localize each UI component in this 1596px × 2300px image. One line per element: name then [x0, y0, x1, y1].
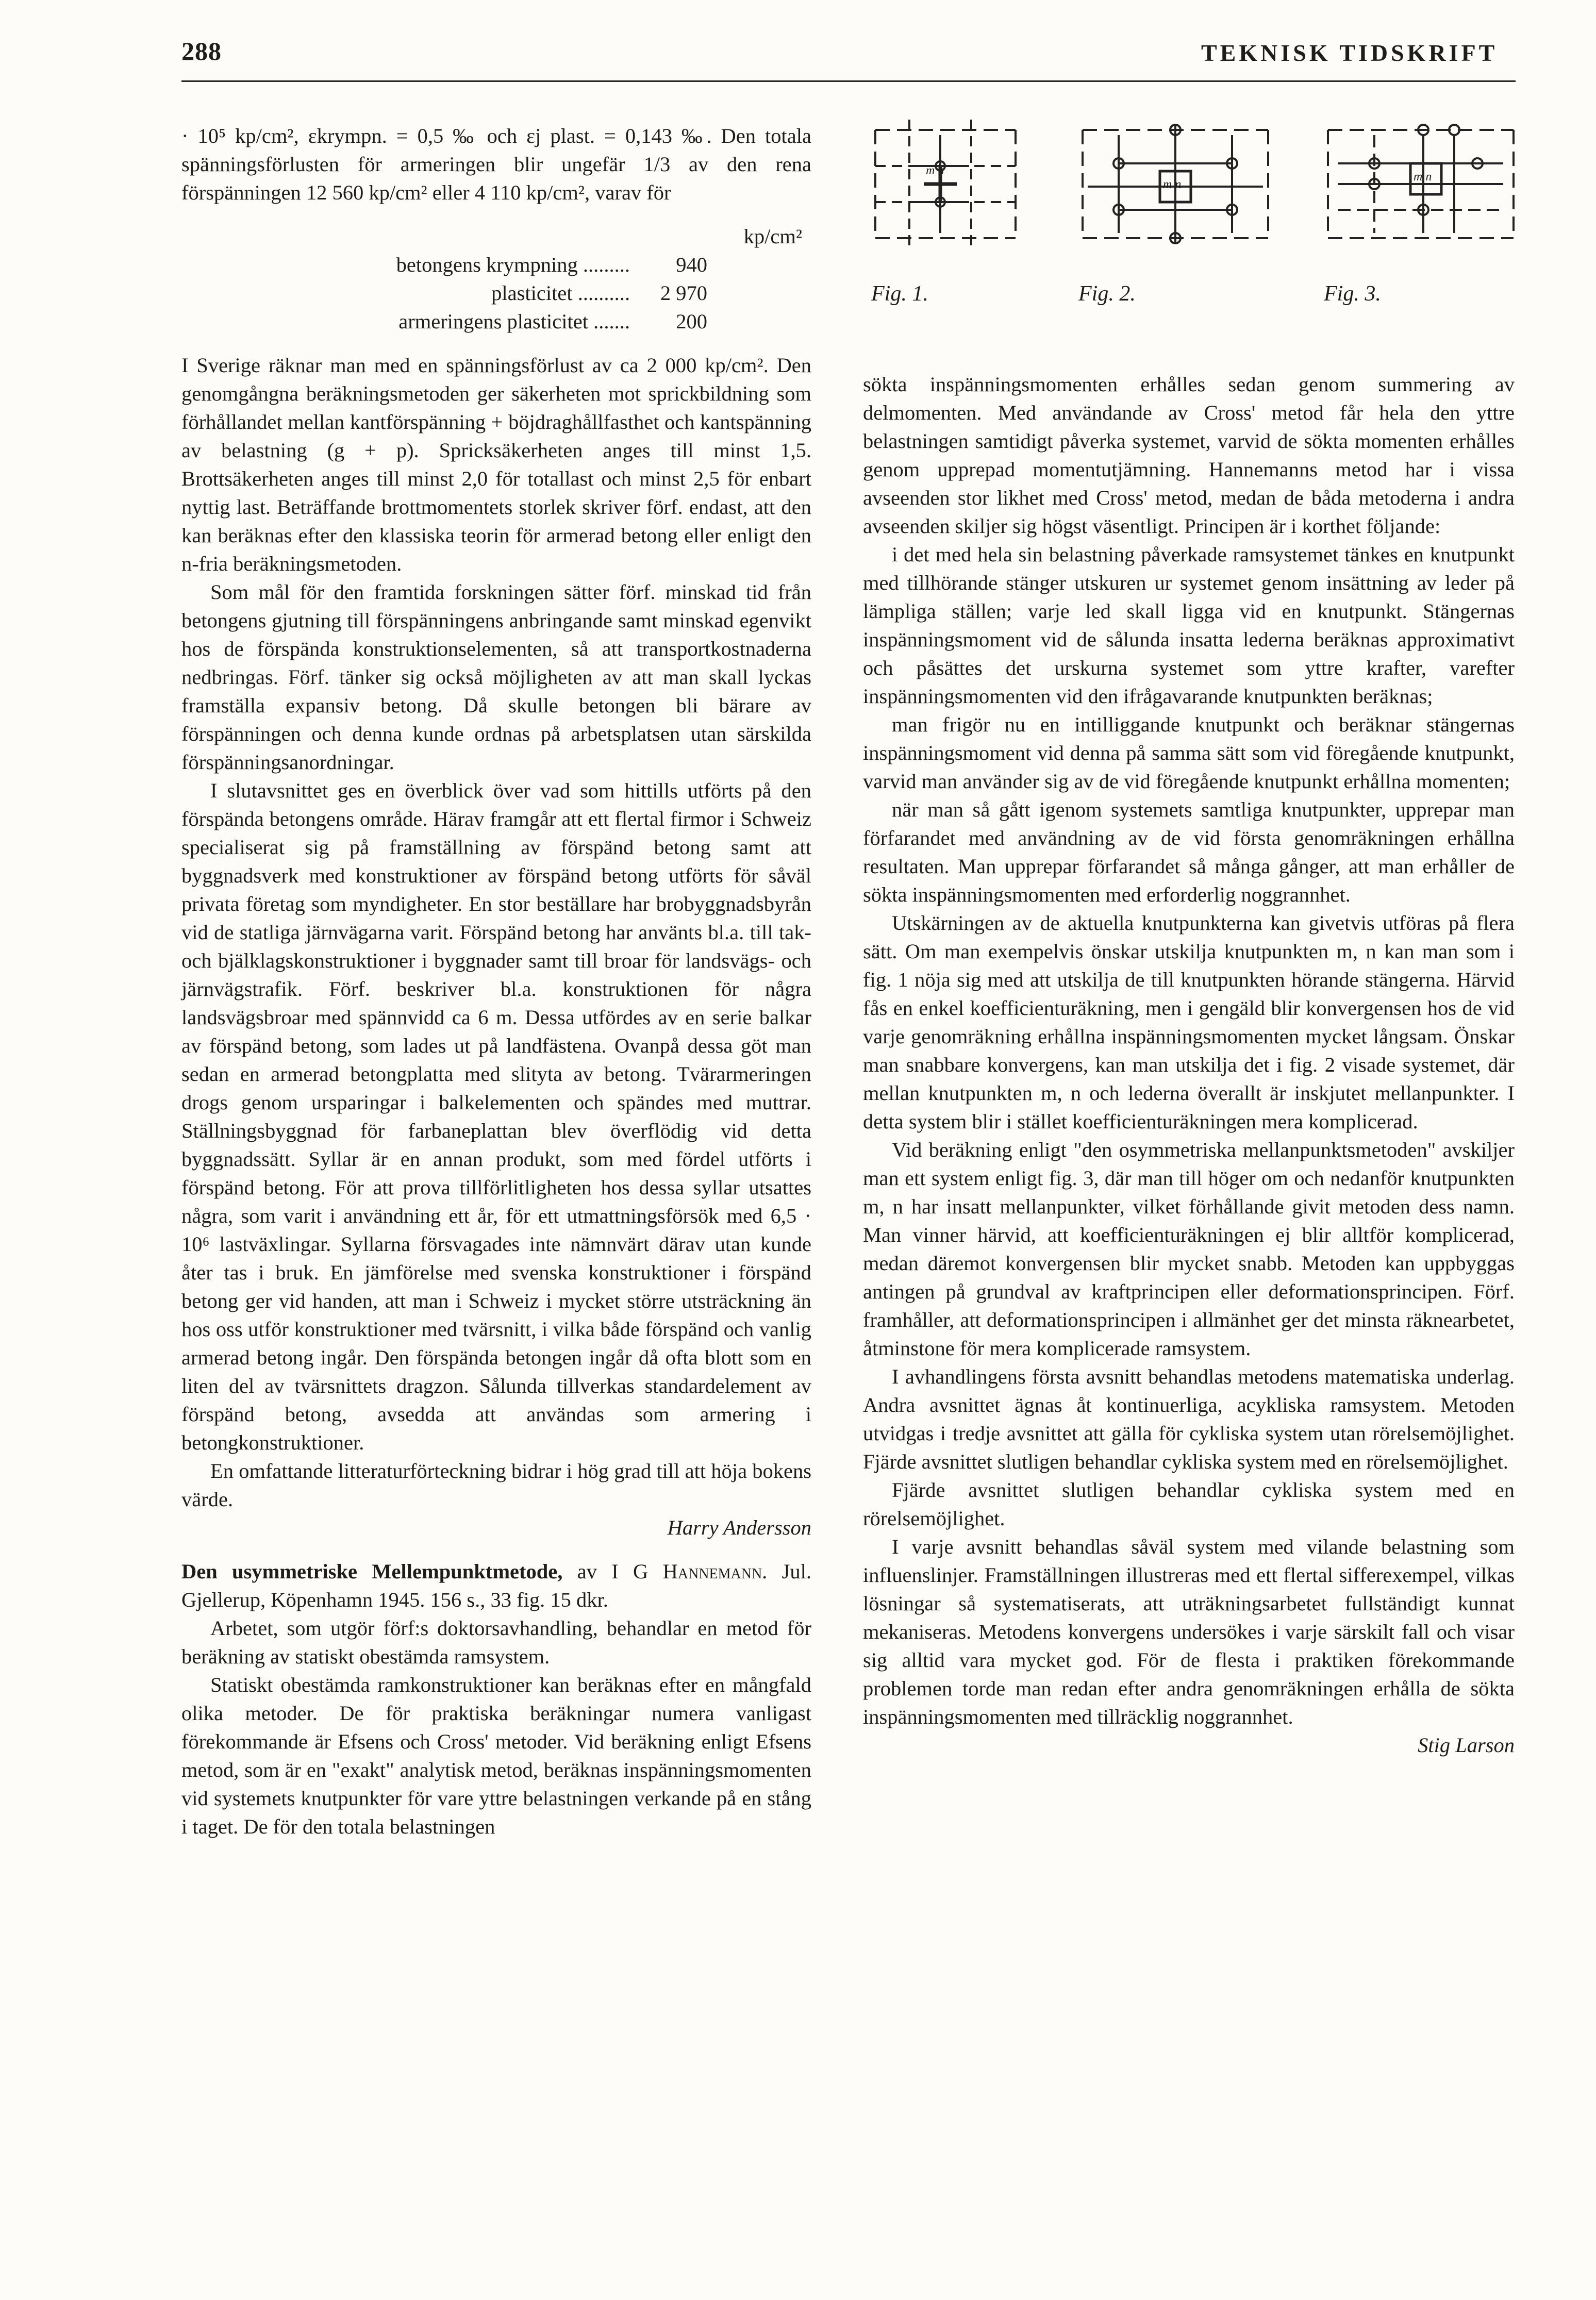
review2-paragraph: man frigör nu en intilliggande knutpunkt och beräknar stängernas inspänningsmoment vid denna på samma sätt som vid föregående knutpunkt, varvid man använder sig av de vid föregående knutpunkt erhållna momenten;	[863, 713, 1515, 793]
review2-biblio: Jul. Gjellerup, Köpenhamn 1945. 156 s., 33 fig. 15 dkr.	[181, 1560, 812, 1611]
review2-paragraph: Fjärde avsnittet slutligen behandlar cykliska system med en rörelsemöjlighet.	[863, 1478, 1515, 1530]
review1-signature: Harry Andersson	[667, 1516, 811, 1539]
journal-title: TEKNISK TIDSKRIFT	[1201, 40, 1498, 66]
review2-paragraph: Utskärningen av de aktuella knutpunkterna kan givetvis utföras på flera sätt. Om man exempelvis önskar utskilja knutpunkten m, n kan man som i fig. 1 nöja sig med att utskilja de till knutpunkten hörande stängerna. Härvid fås en enkel koefficienturäkning, men i gengäld blir konvergensen hos de vid varje genomräkning erhållna inspänningsmomenten mycket långsam. Önskar man snabbare konvergens, kan man utskilja det i fig. 2 visade systemet, där mellan knutpunkten m, n och lederna överallt är inskjutet mellanpunkter. I detta system blir i stället koefficienturäkningen mera komplicerad.	[863, 911, 1515, 1133]
figure-3-caption: Fig. 3.	[1324, 282, 1381, 306]
table-row-value: 2 970	[660, 281, 707, 305]
review2-heading	[181, 1557, 811, 1614]
table-row-label: armeringens plasticitet .......	[398, 310, 630, 333]
review2-paragraph: när man så gått igenom systemets samtliga knutpunkter, upprepar man förfarandet med användning av de vid första genomräkningen erhållna resultaten. Man upprepar förfarandet så många gånger, att man erhåller de sökta inspänningsmomenten med erforderlig noggrannhet.	[863, 798, 1515, 906]
review2-title: Den usymmetriske Mellempunktmetode,	[181, 1560, 563, 1583]
table-row	[181, 251, 811, 279]
figure-2-caption: Fig. 2.	[1078, 282, 1136, 306]
review2-paragraph: Vid beräkning enligt "den osymmetriska mellanpunktsmetoden" avskiljer man ett system enligt fig. 3, där man till höger om och nedanför knutpunkten m, n har insatt mellanpunkter, vilket förhållande givit metoden dess namn. Man vinner härvid, att koefficienturäkningen ej blir alltför komplicerad, medan däremot konvergensen blir mycket snabb. Metoden kan uppbyggas antingen på grundval av kraftprincipen eller deformationsprincipen. Förf. framhåller, att deformationsprincipen i allmänhet ger det minsta räknearbetet, åtminstone för mera komplicerade ramsystem.	[863, 1138, 1515, 1360]
review2-paragraph: i det med hela sin belastning påverkade ramsystemet tänkes en knutpunkt med tillhörande stänger utskuren ur systemet genom insättning av leder på lämpliga ställen; varje led skall ligga vid en knutpunkt. Stängernas inspänningsmoment vid de sålunda insatta lederna beräknas approximativt och påsättes det urskurna systemet som yttre krafter, varefter inspänningsmomenten vid den ifrågavarande knutpunkten beräknas;	[863, 543, 1515, 708]
left-column	[181, 122, 811, 1841]
review1-paragraph: I Sverige räknar man med en spänningsförlust av ca 2 000 kp/cm². Den genomgångna beräkningsmetoden ger säkerheten mot sprickbildning som förhållandet mellan kantförspänning + böjdraghållfasthet och kantspänning av belastning (g + p). Spricksäkerheten anges till minst 1,5. Brottsäkerheten anges till minst 2,0 för totallast och minst 2,5 för enbart nyttig last. Beträffande brottmomentets storlek skriver förf. endast, att den kan beräknas efter den klassiska teorin för armerad betong eller enligt den n-fria beräkningsmetoden.	[181, 354, 811, 575]
review2-paragraph: sökta inspänningsmomenten erhålles sedan genom summering av delmomenten. Med användande av Cross' metod får hela den yttre belastningen samtidigt påverka systemet, varvid de sökta momenten erhålles genom upprepad momentutjämning. Hannemanns metod har i vissa avseenden stor likhet med Cross' metod, medan de båda metoderna i andra avseenden skiljer sig högst väsentligt. Principen är i korthet följande:	[863, 373, 1515, 538]
review2-byline: av I G	[577, 1560, 649, 1583]
shrinkage-table	[181, 222, 811, 336]
table-row-label: betongens krympning .........	[396, 253, 630, 276]
review2-paragraph: I avhandlingens första avsnitt behandlas metodens matematiska underlag. Andra avsnittet ägnas åt kontinuerliga, acykliska ramsystem. Metoden utvidgas i tredje avsnittet att gälla för cykliska system utan rörelsemöjlighet. Fjärde avsnittet slutligen behandlar cykliska system med en rörelsemöjlighet.	[863, 1365, 1515, 1473]
figure-3-diagram	[1323, 114, 1519, 254]
table-row-label: plasticitet ..........	[491, 281, 630, 305]
figure-1-diagram	[868, 114, 1023, 254]
review2-paragraph: I varje avsnitt behandlas såväl system med vilande belastning som influenslinjer. Framställningen illustreras med ett flertal sifferexempel, vilkas lösningar så systematiserats, att uträkningsarbetet fullständigt kunnat mekaniseras. Metodens konvergens undersökes i varje särskilt fall och visar sig alltid vara mycket god. För de flesta i praktiken förekommande problemen torde man redan efter andra genomräkningen erhålla de sökta inspänningsmomenten med tillräcklig noggrannhet.	[863, 1535, 1515, 1728]
review2-paragraph: Statiskt obestämda ramkonstruktioner kan beräknas efter en mångfald olika metoder. De för praktiska beräkningar numera vanligast förekommande är Efsens och Cross' metoder. Vid beräkning enligt Efsens metod, som är en "exakt" analytisk metod, beräknas inspänningsmomenten vid systemets knutpunkter för vare yttre belastningen verkande på en stång i taget. De för den totala belastningen	[181, 1673, 811, 1838]
figure-2-node-label: m n	[1163, 178, 1182, 191]
table-row	[181, 307, 811, 336]
table-row	[181, 279, 811, 307]
review1-paragraph-open: · 10⁵ kp/cm², εkrympn. = 0,5 ‰ och εj plast. = 0,143 ‰. Den totala spänningsförlusten för armeringen blir ungefär 1/3 av den rena förspänningen 12 560 kp/cm² eller 4 110 kp/cm², varav för	[181, 124, 811, 204]
review2-signature: Stig Larson	[1418, 1734, 1515, 1757]
figure-1-node-label: m n	[926, 164, 944, 177]
figure-1-caption: Fig. 1.	[871, 282, 928, 306]
header-rule	[181, 80, 1516, 82]
table-row-value: 940	[676, 253, 707, 276]
table-row-value: 200	[676, 310, 707, 333]
review2-author: Hannemann.	[662, 1560, 768, 1583]
table-unit: kp/cm²	[743, 225, 802, 248]
review1-paragraph: Som mål för den framtida forskningen sätter förf. minskad tid från betongens gjutning till förspänningens anbringande samt minskad egenvikt hos de förspända konstruktionselementen, så att transportkostnaderna nedbringas. Förf. tänker sig också möjligheten av att man skall lyckas framställa expansiv betong. Då skulle betongen bli bärare av förspänningen och denna kunde ordnas på arbetsplatsen utan särskilda förspänningsanordningar.	[181, 580, 811, 774]
review1-paragraph: I slutavsnittet ges en överblick över vad som hittills utförts på den förspända betongens område. Härav framgår att ett flertal firmor i Schweiz specialiserat sig på framställning av förspänd betong samt att byggnadsverk med konstruktioner av förspänd betong utförts för såväl privata företag som myndigheter. En stor beställare har brobyggnadsbyrån vid de statliga järnvägarna varit. Förspänd betong har använts bl.a. till tak- och bjälklagskonstruktioner i byggnader samt till broar för landsvägs- och järnvägstrafik. Förf. beskriver bl.a. konstruktionen för några landsvägsbroar med spännvidd ca 6 m. Dessa utfördes av en serie balkar av förspänd betong, som lades ut på landfästena. Ovanpå dessa göt man sedan en armerad betongplatta med slityta av betong. Tvärarmeringen drogs genom ursparingar i balkelementen och spändes med muttrar. Ställningsbyggnad för farbaneplattan blev överflödig vid detta byggnadssätt. Syllar är en annan produkt, som med fördel utförts i förspänd betong. För att prova tillförlitligheten hos dessa syllar utsattes några, som varit i användning ett år, för ett utmattningsförsök med 6,5 · 10⁶ lastväxlingar. Syllarna försvagades inte nämnvärt därav utan kunde åter tas i bruk. En jämförelse med svenska konstruktioner i förspänd betong ger vid handen, att man i Schweiz i mycket större utsträckning än hos oss utför konstruktioner med tvärsnitt, i vilka både förspänd och vanlig armerad betong ingår. Den förspända betongen ingår då ofta blott som en liten del av tvärsnittets dragzon. Sålunda tillverkas standardelement av förspänd betong, avsedda att användas som armering i betongkonstruktioner.	[181, 779, 811, 1454]
review2-paragraph: Arbetet, som utgör förf:s doktorsavhandling, behandlar en metod för beräkning av statiskt obestämda ramsystem.	[181, 1616, 811, 1668]
review1-paragraph: En omfattande litteraturförteckning bidrar i hög grad till att höja bokens värde.	[181, 1459, 811, 1511]
figure-3-node-label: m n	[1414, 170, 1432, 184]
page-number: 288	[181, 37, 222, 65]
right-column	[863, 370, 1515, 1759]
